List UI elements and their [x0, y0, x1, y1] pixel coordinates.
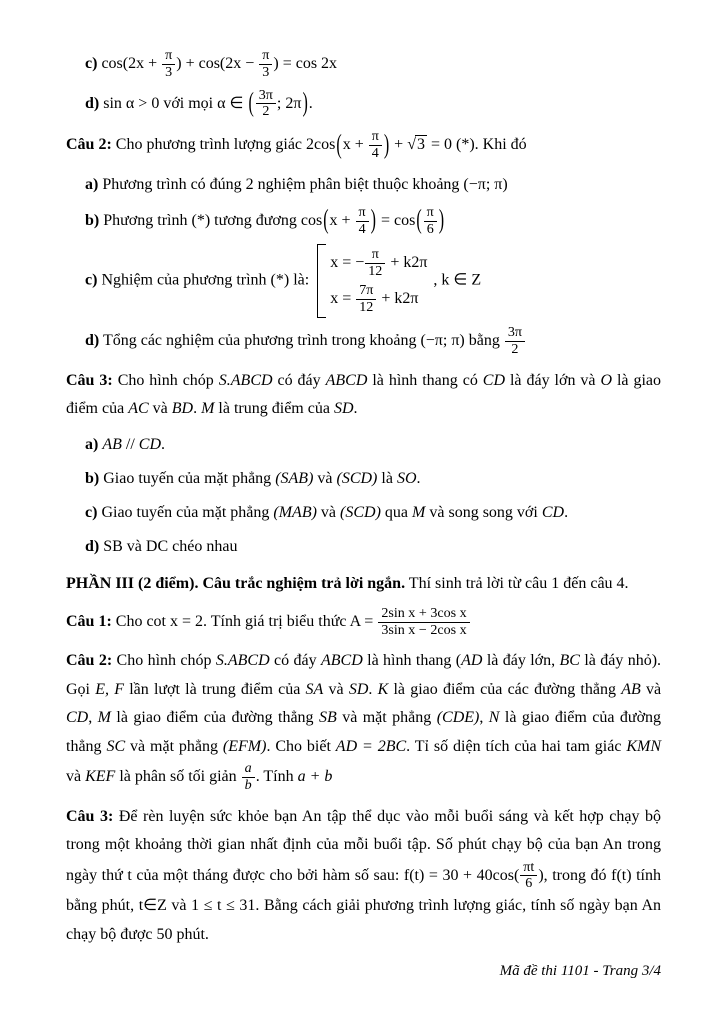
variable: AB	[102, 435, 122, 453]
variable: N	[488, 709, 500, 727]
question-label: Câu 3:	[66, 807, 114, 825]
fraction-denominator: 3sin x − 2cos x	[378, 622, 469, 639]
math-text: , k ∈ Z	[433, 272, 482, 290]
body-text: và mặt phẳng	[336, 709, 437, 727]
left-paren: (	[323, 206, 329, 236]
math-text: )	[538, 866, 544, 884]
question-3-option-d	[85, 533, 661, 560]
fraction	[241, 761, 256, 794]
body-text: là hình thang (	[362, 652, 462, 670]
fraction-numerator: 7π	[359, 281, 374, 298]
variable: BC	[559, 652, 580, 670]
math-text: ; 2π	[276, 94, 302, 112]
math-text: α ∈	[217, 94, 244, 112]
body-text: .	[564, 504, 569, 522]
body-text: Nghiệm của phương trình (*) là:	[101, 272, 310, 290]
fraction	[258, 48, 273, 81]
math-text: +	[390, 136, 408, 153]
body-text: là đáy nhỏ). Gọi	[66, 652, 662, 698]
body-text: //	[121, 435, 139, 453]
body-text: và mặt phẳng	[125, 737, 223, 755]
body-text: Giao tuyến của mặt phẳng	[103, 470, 276, 488]
statement-label: b)	[85, 211, 100, 229]
variable: KMN	[626, 737, 661, 755]
body-text: có đáy	[272, 371, 326, 389]
fraction-numerator: 3π	[258, 86, 273, 103]
variable: (SCD)	[336, 470, 378, 488]
variable: (SCD)	[340, 504, 381, 522]
body-text: Tổng các nghiệm của phương trình trong khoảng	[102, 332, 417, 350]
statement-label: a)	[85, 175, 99, 193]
variable: CD	[482, 371, 506, 389]
fraction-numerator: a	[244, 760, 252, 777]
body-text: với mọi	[163, 94, 214, 112]
body-text: và	[66, 768, 86, 786]
body-text: . Tính giá trị biểu thức	[203, 612, 350, 630]
body-text: là giao điểm của đường thẳng	[111, 709, 319, 727]
body-text: Khi đó	[482, 136, 527, 153]
body-text: là	[377, 470, 397, 488]
variable: SC	[106, 737, 126, 755]
variable: AB	[621, 680, 641, 698]
math-text: + k2π	[377, 289, 419, 307]
math-text: A =	[349, 612, 378, 630]
part3-question-3	[66, 803, 661, 949]
body-text: Cho phương trình lượng giác	[115, 136, 303, 153]
variable: (MAB)	[273, 504, 317, 522]
math-text: + k2π	[386, 254, 428, 272]
body-text: Cho hình chóp	[116, 652, 216, 670]
body-text: và	[313, 470, 337, 488]
statement-label: d)	[85, 538, 100, 556]
variable: M	[97, 709, 111, 727]
math-text: = cos	[376, 211, 416, 229]
part3-question-2	[66, 647, 661, 793]
question-2-option-c	[85, 244, 661, 318]
variable: M	[201, 400, 215, 418]
body-text: tính bằng phút, t∈Z và 1 ≤ t ≤ 31. Bằng cách giải phương trình lượng giác, tính số ngày bạn An chạy bộ được 50 phút.	[66, 866, 662, 943]
body-text: là đáy lớn và	[505, 371, 601, 389]
statement-label: c)	[85, 54, 98, 72]
math-text: f(t) = 30 + 40cos(	[403, 866, 520, 884]
question-2-option-b	[85, 205, 661, 238]
variable: KEF	[85, 768, 116, 786]
part3-question-1	[66, 606, 661, 639]
math-text: x +	[342, 136, 368, 153]
question-2-header	[66, 129, 661, 162]
statement-c-trig-identity	[85, 48, 661, 81]
fraction-denominator: 4	[369, 145, 382, 162]
fraction	[355, 205, 370, 238]
variable: CD	[541, 504, 565, 522]
body-text: .	[353, 400, 358, 418]
statement-d-sin-alpha	[85, 88, 661, 121]
variable: SD	[333, 400, 354, 418]
fraction-denominator: 6	[424, 221, 437, 238]
question-label: Câu 3:	[66, 371, 113, 389]
sqrt-icon: √	[407, 136, 416, 153]
fraction-numerator: π	[371, 246, 379, 263]
right-paren: )	[370, 206, 376, 236]
variable: S.ABCD	[218, 371, 273, 389]
body-text: Phương trình có đúng 2 nghiệm phân biệt thuộc khoảng	[102, 175, 460, 193]
body-text: là đáy lớn,	[482, 652, 560, 670]
body-text: . Cho biết	[266, 737, 336, 755]
fraction-denominator: 12	[356, 299, 376, 316]
body-text: là trung điểm của	[214, 400, 334, 418]
math-text: x +	[329, 211, 355, 229]
math-text: ) + cos(2x −	[176, 54, 259, 72]
body-text: là giao điểm của các đường thẳng	[388, 680, 622, 698]
statement-label: a)	[85, 435, 99, 453]
question-label: Câu 2:	[66, 136, 112, 153]
body-text: Để rèn luyện sức khỏe bạn An tập thể dục vào mỗi buổi sáng và kết hợp chạy bộ trong một khoảng thời gian nhất định của mỗi buổi tập. Số phút chạy bộ của bạn An trong ngày thứ t của một tháng được cho bởi hàm số sau:	[66, 807, 662, 884]
fraction-denominator: 6	[520, 875, 537, 892]
body-text: .	[193, 400, 202, 418]
body-text: lần lượt là trung điểm của	[123, 680, 306, 698]
solution-case-1	[330, 247, 427, 280]
body-text: ,	[88, 709, 98, 727]
fraction	[364, 247, 386, 280]
variable: O	[600, 371, 613, 389]
fraction	[161, 48, 176, 81]
variable: AC	[128, 400, 149, 418]
page-footer	[500, 963, 661, 980]
body-text: SB và DC chéo nhau	[103, 538, 238, 556]
question-2-option-d	[85, 325, 661, 358]
body-text: ,	[479, 709, 489, 727]
fraction	[355, 283, 377, 316]
fraction	[377, 606, 470, 639]
question-3-option-c	[85, 499, 661, 526]
math-text: cos(2x +	[101, 54, 162, 72]
solution-cases-bracket	[317, 244, 429, 318]
fraction-numerator: π	[262, 47, 270, 63]
statement-label: d)	[85, 94, 100, 112]
question-label: Câu 1:	[66, 612, 112, 630]
fraction-denominator: 12	[365, 263, 385, 280]
variable: K	[377, 680, 389, 698]
body-text: Phương trình (*) tương đương	[103, 211, 297, 229]
body-text: là phân số tối giản	[115, 768, 241, 786]
math-text: (−π; π)	[463, 175, 508, 193]
statement-label: b)	[85, 470, 100, 488]
variable: (EFM)	[222, 737, 267, 755]
fraction-denominator: 2	[505, 341, 525, 358]
question-label: Câu 2:	[66, 652, 113, 670]
question-2-option-a	[85, 171, 661, 198]
fraction-numerator: 3π	[507, 324, 522, 341]
statement-label: d)	[85, 332, 100, 350]
body-text: là hình thang có	[367, 371, 483, 389]
variable: SO	[396, 470, 417, 488]
fraction-numerator: π	[426, 203, 434, 220]
solution-case-2	[330, 283, 427, 316]
body-text: Giao tuyến của mặt phẳng	[101, 504, 274, 522]
statement-label: c)	[85, 272, 98, 290]
variable: (SAB)	[275, 470, 314, 488]
fraction-denominator: 3	[259, 64, 272, 81]
fraction-numerator: π	[358, 203, 366, 220]
variable: SB	[318, 709, 337, 727]
body-text: . Tỉ số diện tích của hai tam giác	[406, 737, 627, 755]
fraction-denominator: 3	[162, 64, 175, 81]
right-paren: )	[438, 206, 445, 236]
body-text: Cho	[115, 612, 147, 630]
math-text: (−π; π)	[420, 332, 465, 350]
exam-code-page-number: Mã đề thi 1101 - Trang 3/4	[499, 963, 661, 979]
body-text: và	[316, 504, 341, 522]
fraction-numerator: πt	[523, 858, 535, 875]
question-3-option-a	[85, 431, 661, 458]
body-text: và	[148, 400, 172, 418]
body-text: .	[161, 435, 165, 453]
fraction	[504, 325, 526, 358]
variable: BD	[171, 400, 194, 418]
math-text: x = −	[330, 254, 365, 272]
question-3-option-b	[85, 465, 661, 492]
variable: SD	[348, 680, 369, 698]
variable: SA	[305, 680, 324, 698]
math-text: ) = cos 2x	[273, 54, 338, 72]
body-text: qua	[380, 504, 413, 522]
math-text: f(t)	[611, 866, 632, 884]
body-text: . Tính	[255, 768, 298, 786]
body-text: và	[640, 680, 662, 698]
fraction	[368, 129, 383, 162]
fraction-numerator: π	[165, 47, 173, 63]
sqrt-body: 3	[416, 136, 425, 153]
variable: ABCD	[320, 652, 363, 670]
fraction	[255, 88, 277, 121]
body-text: và song song với	[425, 504, 542, 522]
math-text: cot x = 2	[146, 612, 204, 630]
part-3-heading	[66, 570, 661, 597]
fraction-denominator: 4	[356, 221, 369, 238]
left-paren: (	[248, 89, 254, 119]
question-3-header	[66, 367, 661, 424]
math-text: = 0 (*).	[426, 136, 479, 153]
left-paren: (	[416, 206, 422, 236]
math-expression	[101, 47, 338, 80]
math-text: 2cos	[306, 136, 336, 153]
variable: CD	[138, 435, 161, 453]
variable: S.ABCD	[215, 652, 270, 670]
body-text: và	[323, 680, 349, 698]
fraction-denominator: 2	[256, 103, 276, 120]
body-text: là giao điểm của đường thẳng	[66, 709, 662, 755]
body-text: có đáy	[269, 652, 321, 670]
body-text: .	[416, 470, 421, 488]
fraction	[423, 205, 438, 238]
variable: AD = 2BC	[335, 737, 407, 755]
fraction-numerator: π	[371, 128, 379, 145]
part-3-title: PHẦN III (2 điểm). Câu trắc nghiệm trả lời ngắn.	[66, 574, 406, 592]
fraction	[519, 860, 538, 893]
math-text: sin α > 0	[103, 94, 160, 112]
left-paren: (	[336, 130, 342, 160]
right-paren: )	[383, 130, 390, 160]
variable: ABCD	[325, 371, 368, 389]
part-3-instruction: Thí sinh trả lời từ câu 1 đến câu 4.	[408, 574, 629, 592]
body-text: là giao điểm của	[66, 371, 662, 418]
body-text: bằng	[468, 332, 500, 350]
fraction-denominator: b	[242, 777, 255, 794]
variable: (CDE)	[436, 709, 480, 727]
math-text: cos	[300, 211, 323, 229]
body-text: , trong đó	[543, 866, 612, 884]
fraction-numerator: 2sin x + 3cos x	[381, 604, 467, 621]
variable: E, F	[95, 680, 124, 698]
period: .	[308, 94, 313, 112]
math-text: x =	[330, 289, 356, 307]
variable: M	[412, 504, 426, 522]
body-text: Cho hình chóp	[117, 371, 219, 389]
body-text: .	[368, 680, 378, 698]
variable: AD	[461, 652, 483, 670]
variable: CD	[66, 709, 89, 727]
statement-label: c)	[85, 504, 98, 522]
variable: a + b	[297, 768, 333, 786]
right-paren: )	[302, 89, 308, 119]
